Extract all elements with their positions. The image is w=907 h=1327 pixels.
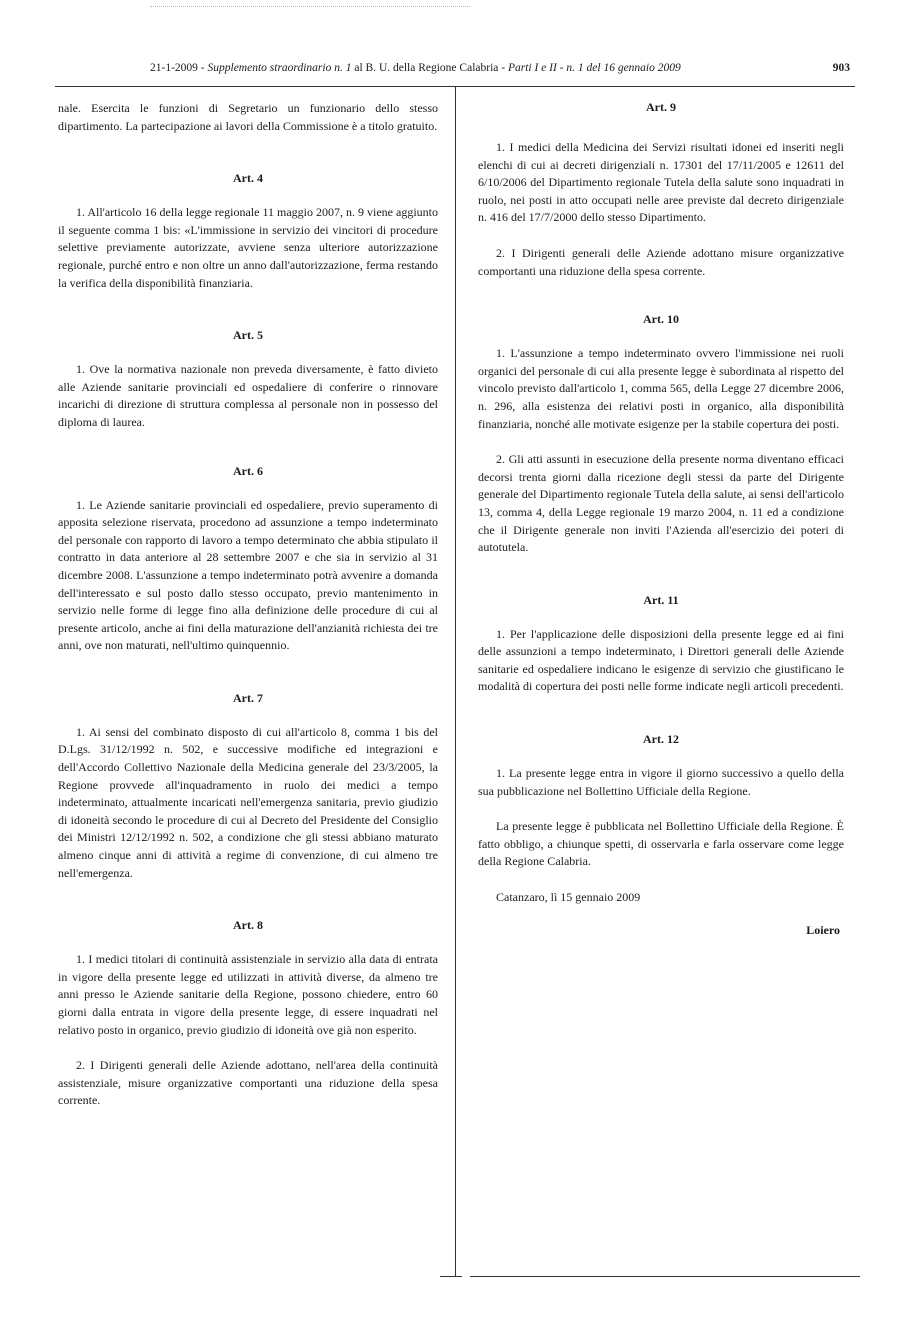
article-8-title: Art. 8 xyxy=(233,918,263,933)
article-8-paragraph-1: 1. I medici titolari di continuità assistenziale in servizio alla data di entrata in vigore della presente legge ed utilizzati in attività diverse, da almeno tre anni presso le Aziende sanitarie della Regione, possono chiedere, entro 60 giorni dalla entrata in vigore della presente legge, di essere inquadrati nel relativo posto in organico, previo giudizio di idoneità ove già non esperito. xyxy=(58,952,438,1037)
article-11-title: Art. 11 xyxy=(643,592,679,607)
running-header xyxy=(40,62,858,82)
article-12-paragraph-1: 1. La presente legge entra in vigore il giorno successivo a quello della sua pubblicazione nel Bollettino Ufficiale della Regione. xyxy=(478,766,844,798)
continuation-paragraph: nale. Esercita le funzioni di Segretario un funzionario dello stesso dipartimento. La partecipazione ai lavori della Commissione è a titolo gratuito. xyxy=(58,101,438,133)
article-10-title: Art. 10 xyxy=(643,312,679,327)
place-and-date: Catanzaro, lì 15 gennaio 2009 xyxy=(496,890,641,905)
article-5-title: Art. 5 xyxy=(233,328,263,343)
footer-rule-left xyxy=(440,1276,462,1277)
article-6-title: Art. 6 xyxy=(233,463,263,478)
scan-artifact xyxy=(150,6,470,9)
left-column xyxy=(58,100,438,1110)
article-4-title: Art. 4 xyxy=(233,171,263,186)
article-9-paragraph-2: 2. I Dirigenti generali delle Aziende adottano misure organizzative comportanti una riduzione della spesa corrente. xyxy=(478,245,844,278)
article-10-paragraph-2: 2. Gli atti assunti in esecuzione della presente norma diventano efficaci decorsi trenta giorni dalla ricezione degli stessi da parte del Dirigente generale del Dipartimento regionale Tutela della salute, ai sensi dell'articolo 13, comma 4, della Legge regionale 19 marzo 2004, n. 11 ed a condizione che il Dirigente generale non inviti l'Azienda all'esercizio dei poteri di autotutela. xyxy=(478,452,844,555)
article-12-title: Art. 12 xyxy=(643,732,679,747)
article-6-paragraph-1: 1. Le Aziende sanitarie provinciali ed ospedaliere, previo superamento di apposita selezione riservata, procedono ad assunzione a tempo indeterminato del personale con rapporto di lavoro a tempo determinato che abbia stipulato il contratto in data anteriore al 28 settembre 2007 e che sia in servizio al 31 dicembre 2008. L'assunzione a tempo indeterminato potrà avvenire a domanda dell'interessato e sul posto dallo stesso occupato, previo mantenimento in servizio nelle forme di legge fino alla definizione delle procedure di cui al presente articolo, anche ai fini della maturazione dell'anzianità richiesta dei tre anni, ove non maturati, nell'ultimo quinquennio. xyxy=(58,497,438,653)
article-10-paragraph-1: 1. L'assunzione a tempo indeterminato ovvero l'immissione nei ruoli organici del personale di cui alla presente legge è subordinata al rispetto del vincolo previsto dall'articolo 1, comma 565, della Legge 27 dicembre 2006, n. 296, alla esistenza dei relativi posti in organico, alla disponibilità finanziaria, nonché alle motivate esigenze per la stabile copertura dei posti. xyxy=(478,346,844,431)
running-title: 21-1-2009 - Supplemento straordinario n. 1 al B. U. della Regione Calabria - Parti I e II - n. 1 del 16 gennaio 2009 xyxy=(150,62,681,74)
article-9-title: Art. 9 xyxy=(646,100,676,114)
publication-clause: La presente legge è pubblicata nel Bollettino Ufficiale della Regione. È fatto obbligo, a chiunque spetti, di osservarla e farla osservare come legge della Regione Calabria. xyxy=(478,819,844,869)
article-8-paragraph-2: 2. I Dirigenti generali delle Aziende adottano, nell'area della continuità assistenziale, misure organizzative comportanti una riduzione della spesa corrente. xyxy=(58,1058,438,1108)
article-7-title: Art. 7 xyxy=(233,690,263,705)
article-7-paragraph-1: 1. Ai sensi del combinato disposto di cui all'articolo 8, comma 1 bis del D.Lgs. 31/12/1992 n. 502, e successive modifiche ed integrazioni e dell'Accordo Collettivo Nazionale della Medicina generale del 23/3/2005, la Regione provvede all'inquadramento in ruolo dei medici a tempo indeterminato, attualmente incaricati nell'emergenza sanitaria, previo giudizio di idoneità secondo le procedure di cui al Decreto del Presidente del Consiglio dei Ministri 12/12/1992 n. 502, a condizione che gli stessi abbiano maturato almeno cinque anni di attività a regime di convenzione, di cui almeno tre nell'emergenza. xyxy=(58,724,438,880)
footer-rule-right xyxy=(470,1276,860,1277)
article-9-paragraph-1: 1. I medici della Medicina dei Servizi risultati idonei ed inseriti negli elenchi di cui ai decreti dirigenziali n. 17301 del 17/11/2005 e 12611 del 6/10/2006 del Dipartimento regionale Tutela della salute sono inquadrati in ruolo, nei posti in atto occupati nelle aree previste dal decreto dirigenziale n. 416 del 17/7/2000 dello stesso Dipartimento. xyxy=(478,140,844,225)
article-11-paragraph-1: 1. Per l'applicazione delle disposizioni della presente legge ed ai fini delle assunzioni a tempo indeterminato, i Direttori generali delle Aziende sanitarie ed ospedaliere indicano le esigenze di servizio che giustificano le modalità di copertura dei posti nelle forme indicate negli articoli precedenti. xyxy=(478,626,844,694)
right-column xyxy=(478,100,844,938)
article-5-paragraph-1: 1. Ove la normativa nazionale non preveda diversamente, è fatto divieto alle Aziende sanitarie provinciali ed ospedaliere di conferire o rinnovare incarichi di direzione di struttura complessa al personale non in possesso del diploma di laurea. xyxy=(58,362,438,429)
column-divider xyxy=(455,86,456,1276)
article-4-paragraph-1: 1. All'articolo 16 della legge regionale 11 maggio 2007, n. 9 viene aggiunto il seguente comma 1 bis: «L'immissione in servizio dei vincitori di procedure selettive previamente autorizzate, avviene senza ulteriore autorizzazione regionale, purché entro e non oltre un anno dall'autorizzazione, ferma restando la verifica della disponibilità finanziaria. xyxy=(58,205,438,290)
page-number: 903 xyxy=(832,62,850,74)
signature: Loiero xyxy=(806,922,840,937)
